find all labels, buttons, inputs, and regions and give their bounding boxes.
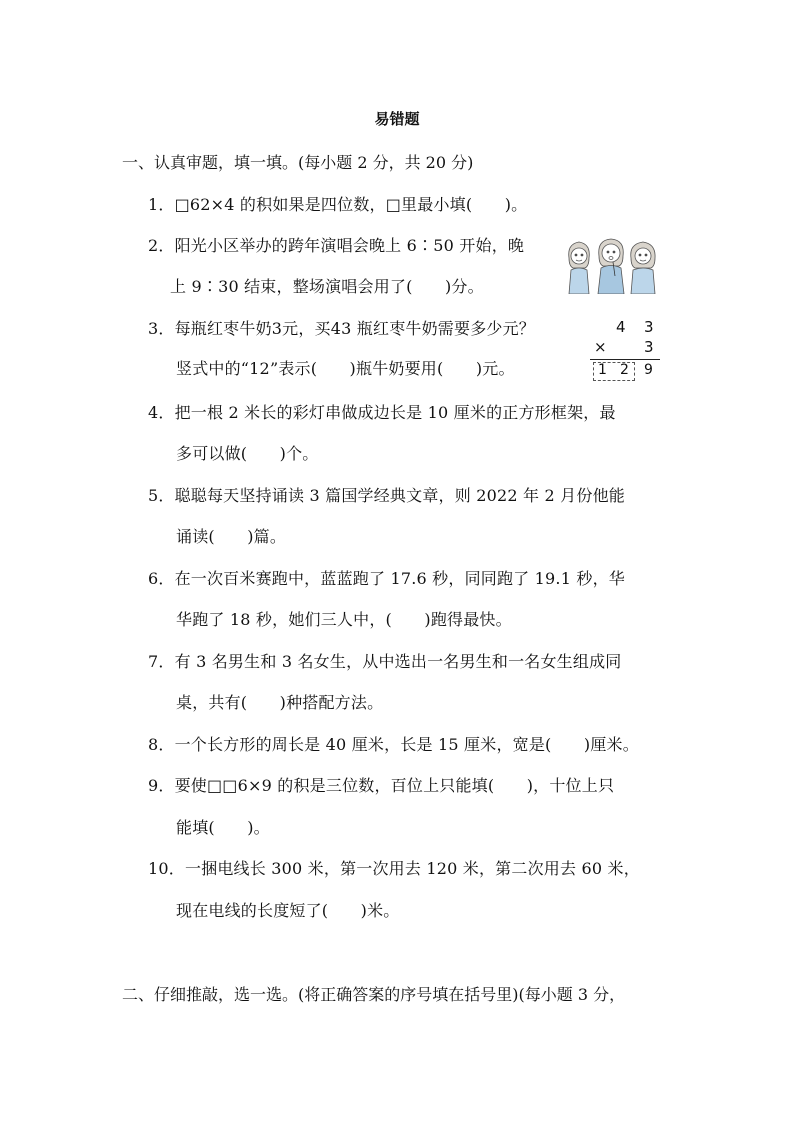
digit: 2 — [620, 362, 629, 378]
question-7-line-2: 桌，共有( )种搭配方法。 — [176, 693, 384, 712]
page-title: 易错题 — [374, 110, 420, 128]
vertical-multiplication — [588, 318, 663, 380]
three-girls-illustration-icon — [563, 236, 659, 294]
question-5-line-1: 5．聪聪每天坚持诵读 3 篇国学经典文章，则 2022 年 2 月份他能 — [148, 486, 625, 505]
question-10-line-2: 现在电线的长度短了( )米。 — [176, 901, 400, 920]
question-6-line-1: 6．在一次百米赛跑中，蓝蓝跑了 17.6 秒，同同跑了 19.1 秒，华 — [148, 569, 625, 588]
question-3-line-1: 3．每瓶红枣牛奶3元，买43 瓶红枣牛奶需要多少元？ — [148, 319, 536, 338]
question-8: 8．一个长方形的周长是 40 厘米，长是 15 厘米，宽是( )厘米。 — [148, 735, 639, 754]
digit: 3 — [644, 318, 654, 336]
question-4-line-1: 4．把一根 2 米长的彩灯串做成边长是 10 厘米的正方形框架，最 — [148, 403, 616, 422]
question-7-line-1: 7．有 3 名男生和 3 名女生，从中选出一名男生和一名女生组成同 — [148, 652, 622, 671]
multiply-sign: × — [594, 338, 607, 356]
digit: 9 — [644, 362, 653, 378]
question-6-line-2: 华跑了 18 秒，她们三人中，( )跑得最快。 — [176, 610, 512, 629]
question-9-line-2: 能填( )。 — [176, 818, 270, 837]
digit: 1 — [598, 362, 607, 378]
question-10-line-1: 10．一捆电线长 300 米，第一次用去 120 米，第二次用去 60 米， — [148, 859, 640, 878]
question-2-line-2: 上 9∶30 结束，整场演唱会用了( )分。 — [170, 277, 484, 296]
digit: 3 — [644, 338, 654, 356]
question-2-line-1: 2．阳光小区举办的跨年演唱会晚上 6∶50 开始，晚 — [148, 236, 525, 255]
question-5-line-2: 诵读( )篇。 — [176, 527, 287, 546]
section-2-heading: 二、仔细推敲，选一选。(将正确答案的序号填在括号里)(每小题 3 分， — [122, 985, 626, 1004]
question-3-line-2: 竖式中的“12”表示( )瓶牛奶要用( )元。 — [176, 359, 515, 378]
calc-rule — [590, 359, 660, 360]
digit: 4 — [616, 318, 626, 336]
section-1-heading: 一、认真审题，填一填。(每小题 2 分，共 20 分) — [122, 153, 474, 172]
question-4-line-2: 多可以做( )个。 — [176, 444, 319, 463]
question-9-line-1: 9．要使□□6×9 的积是三位数，百位上只能填( )，十位上只 — [148, 776, 615, 795]
question-1: 1．□62×4 的积如果是四位数，□里最小填( )。 — [148, 195, 528, 214]
